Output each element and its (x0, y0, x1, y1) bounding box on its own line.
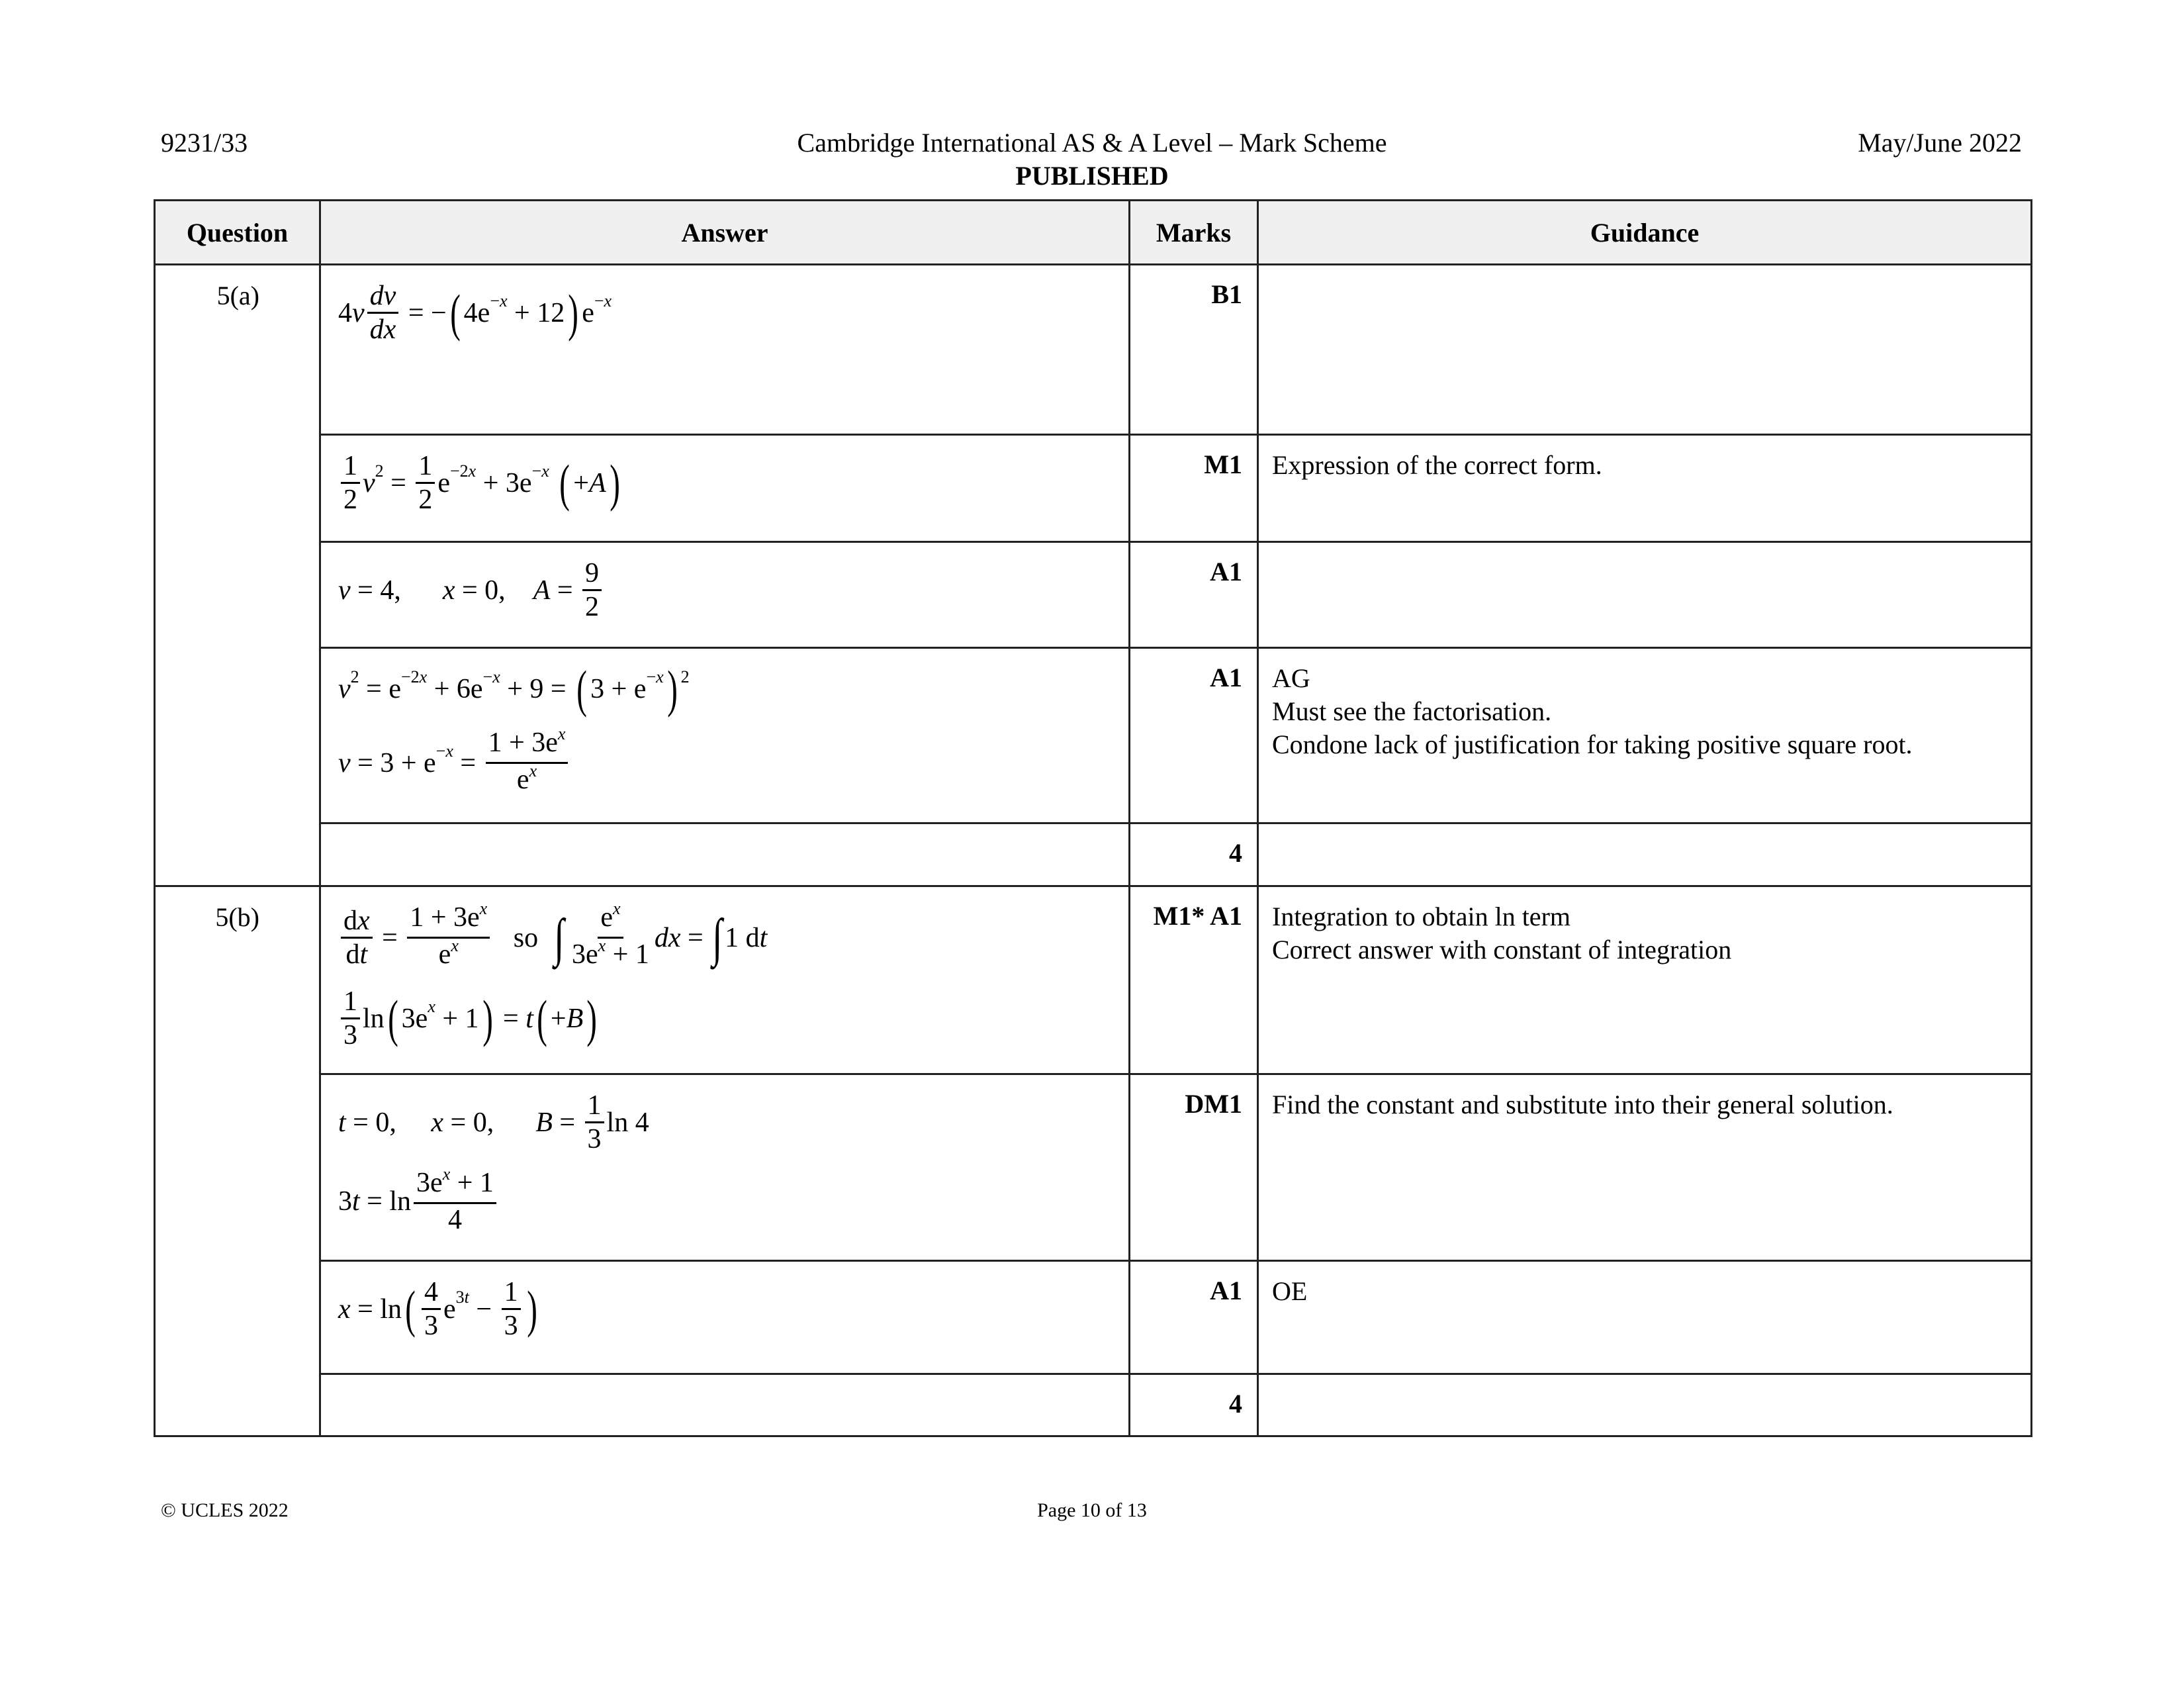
table-row (155, 542, 2032, 648)
fraction-denominator (343, 939, 370, 970)
guidance-line: AG (1272, 663, 1310, 693)
math-line (338, 450, 1128, 516)
math-bracket: ) (526, 1280, 537, 1338)
math-text: −2 (400, 667, 420, 686)
marks-cell: 4 (1130, 823, 1258, 886)
table-row (155, 886, 2032, 1074)
math-variable: x (604, 291, 612, 310)
math-variable: B (566, 1003, 584, 1034)
math-fraction (341, 905, 373, 970)
fraction-denominator (585, 1123, 604, 1155)
math-fraction (582, 557, 602, 623)
math-fraction (341, 986, 360, 1051)
fraction-numerator (367, 280, 399, 314)
math-text: = 0, (345, 1107, 432, 1138)
math-text: 1 (343, 986, 357, 1017)
math-fraction (585, 1090, 604, 1155)
math-superscript (490, 291, 507, 311)
fraction-denominator (502, 1310, 521, 1342)
math-text: 3 (455, 1287, 465, 1307)
math-text: e (600, 902, 613, 933)
math-fraction (367, 280, 399, 346)
math-text: + 6e (427, 674, 483, 704)
math-variable: x (357, 906, 370, 936)
fraction-numerator (502, 1276, 521, 1310)
math-text: 3 (504, 1311, 518, 1341)
math-fraction (416, 450, 435, 516)
math-line (338, 899, 1128, 974)
math-text: = ln (350, 1293, 402, 1325)
guidance-cell (1258, 435, 2032, 542)
math-bracket: ( (537, 989, 547, 1047)
math-text: = e (359, 674, 401, 704)
math-superscript (646, 667, 663, 687)
math-bracket: ( (387, 989, 398, 1047)
math-variable: x (442, 575, 455, 606)
fraction-denominator (514, 761, 539, 799)
math-text: + 1 (435, 1003, 479, 1034)
math-line (338, 660, 1128, 718)
math-text: = (552, 1107, 582, 1138)
math-text: + 9 = (500, 674, 574, 704)
math-variable: t (525, 1003, 533, 1034)
math-superscript (451, 930, 459, 962)
math-text: = (496, 1003, 526, 1034)
math-superscript (436, 741, 453, 761)
math-text: 3e (416, 1168, 443, 1198)
fraction-denominator (445, 1204, 465, 1236)
marks-cell: A1 (1130, 542, 1258, 648)
math-text (549, 467, 557, 499)
math-variable: x (428, 996, 435, 1016)
math-variable: x (541, 461, 549, 481)
math-variable: x (598, 936, 606, 955)
question-cell: 5(b) (155, 886, 320, 1074)
table-row (155, 648, 2032, 823)
integral-sign: ∫ (712, 908, 723, 967)
math-bracket: ) (568, 283, 579, 342)
math-text: + 1 (606, 939, 649, 970)
math-text: + 12 (507, 297, 565, 328)
marks-cell: B1 (1130, 265, 1258, 435)
guidance-line: Must see the factorisation. (1272, 696, 1552, 726)
fraction-denominator (422, 1310, 441, 1342)
math-superscript (450, 461, 476, 481)
table-row (155, 435, 2032, 542)
math-text: 3 (338, 1186, 352, 1217)
math-text: 4 (424, 1277, 438, 1307)
exam-session: May/June 2022 (1858, 128, 2022, 158)
guidance-cell (1258, 823, 2032, 886)
marks-cell: M1 (1130, 435, 1258, 542)
math-variable: x (557, 724, 566, 743)
math-text: 2 (350, 667, 359, 686)
answer-cell (320, 1074, 1130, 1261)
guidance-cell (1258, 1074, 2032, 1261)
math-text: e (443, 1293, 456, 1325)
math-superscript (532, 461, 549, 481)
fraction-denominator (367, 314, 399, 346)
math-variable: dv (369, 281, 396, 311)
math-text: 1 d (725, 922, 760, 953)
math-variable: t (338, 1107, 346, 1138)
fraction-denominator (341, 1019, 360, 1051)
math-fraction (407, 899, 490, 974)
math-variable: dx (369, 314, 396, 345)
math-variable: v (363, 467, 375, 498)
math-variable: x (500, 291, 508, 310)
math-text: − (531, 461, 542, 481)
math-fraction (341, 450, 360, 516)
math-superscript (529, 755, 537, 787)
math-text: 1 + 3e (488, 727, 558, 758)
marks-cell: A1 (1130, 648, 1258, 823)
math-text: = (383, 467, 414, 498)
integral-sign: ∫ (554, 908, 565, 967)
math-text: − (490, 291, 500, 310)
math-text: 1 (587, 1090, 602, 1121)
math-variable: A (588, 467, 606, 498)
math-variable: x (656, 667, 664, 686)
fraction-denominator (436, 936, 461, 974)
math-line (338, 986, 1128, 1051)
math-text: 2 (680, 667, 690, 686)
fraction-numerator (407, 899, 490, 939)
math-variable: x (431, 1107, 444, 1138)
math-text: = (550, 575, 580, 606)
math-text: ln 4 (606, 1107, 649, 1138)
math-text: = − (401, 297, 447, 328)
math-text: − (469, 1293, 499, 1325)
math-text: 2 (343, 485, 357, 515)
guidance-line: Correct answer with constant of integration (1272, 935, 1732, 964)
paper-code: 9231/33 (161, 128, 248, 158)
math-variable: B (535, 1107, 553, 1138)
math-fraction (414, 1164, 496, 1236)
math-text: − (435, 741, 446, 761)
fraction-numerator (486, 724, 569, 764)
guidance-cell (1258, 542, 2032, 648)
math-text: − (482, 667, 493, 686)
guidance-cell (1258, 886, 2032, 1074)
fraction-numerator (341, 986, 360, 1019)
question-cell (155, 542, 320, 648)
published-label: PUBLISHED (1015, 161, 1169, 191)
math-text: = ln (359, 1186, 412, 1217)
math-bracket: ) (666, 660, 678, 718)
math-text: 3 + e (590, 674, 647, 704)
math-superscript (456, 1288, 469, 1307)
question-cell (155, 1374, 320, 1436)
math-superscript (480, 893, 488, 925)
math-text: e (516, 765, 529, 795)
math-text: + 3e (476, 467, 532, 498)
math-superscript (681, 667, 690, 687)
math-superscript (613, 893, 621, 925)
math-text: − (646, 667, 657, 686)
math-text: 4e (463, 297, 490, 328)
math-superscript (443, 1158, 451, 1190)
column-header-answer: Answer (320, 201, 1130, 265)
math-line (338, 280, 1128, 346)
page-number: Page 10 of 13 (1037, 1499, 1147, 1521)
math-superscript (598, 930, 606, 962)
math-text: 1 (504, 1277, 518, 1307)
question-cell (155, 435, 320, 542)
math-variable: x (451, 936, 459, 955)
answer-cell (320, 435, 1130, 542)
math-variable: t (759, 922, 768, 953)
question-cell (155, 648, 320, 823)
math-line (338, 1276, 1128, 1342)
math-superscript (428, 997, 435, 1017)
marks-cell: 4 (1130, 1374, 1258, 1436)
answer-cell (320, 265, 1130, 435)
fraction-numerator (341, 905, 373, 939)
math-text: 4 (447, 1205, 462, 1235)
fraction-numerator (414, 1164, 496, 1204)
math-variable: x (529, 761, 537, 780)
math-superscript (483, 667, 500, 687)
math-line (338, 557, 1128, 623)
math-variable: x (613, 899, 621, 918)
math-text: + (573, 467, 589, 498)
math-text: e (437, 467, 450, 498)
answer-cell (320, 823, 1130, 886)
math-text: + (550, 1003, 567, 1034)
table-row (155, 823, 2032, 886)
guidance-cell (1258, 265, 2032, 435)
marks-cell: DM1 (1130, 1074, 1258, 1261)
math-text: = 3 + e (350, 747, 436, 778)
math-variable: x (419, 667, 428, 686)
math-variable: v (338, 575, 351, 606)
math-fraction (486, 724, 569, 799)
question-cell (155, 1074, 320, 1261)
math-variable: x (442, 1164, 451, 1184)
fraction-numerator (585, 1090, 604, 1123)
fraction-denominator (416, 484, 435, 516)
guidance-line: Find the constant and substitute into their general solution. (1272, 1090, 1893, 1119)
math-variable: x (468, 461, 477, 481)
answer-cell (320, 542, 1130, 648)
math-fraction (422, 1276, 441, 1342)
math-variable: t (352, 1186, 360, 1217)
math-variable: v (338, 747, 351, 778)
math-text: 3 (424, 1311, 438, 1341)
math-text: 4 (338, 297, 352, 328)
math-bracket: ) (586, 989, 598, 1047)
math-variable: t (464, 1287, 469, 1307)
fraction-numerator (416, 450, 435, 484)
math-text: = 0, (455, 575, 533, 606)
math-text: = (453, 747, 483, 778)
table-row (155, 265, 2032, 435)
math-text: 2 (585, 592, 600, 622)
math-text: + 1 (450, 1168, 494, 1198)
math-superscript (401, 667, 427, 687)
math-variable: v (338, 674, 351, 704)
math-variable: x (445, 741, 453, 761)
column-header-question: Question (155, 201, 320, 265)
math-line (338, 1090, 1128, 1155)
math-text: 3 (587, 1124, 602, 1154)
answer-cell (320, 886, 1130, 1074)
math-text: d (343, 906, 357, 936)
math-text: −2 (450, 461, 469, 481)
math-text: = (680, 922, 711, 953)
math-superscript (375, 461, 384, 481)
math-text: 1 (418, 451, 433, 481)
math-line (338, 724, 1128, 799)
math-text: = 0, (443, 1107, 536, 1138)
math-fraction (502, 1276, 521, 1342)
guidance-line: Integration to obtain ln term (1272, 902, 1570, 931)
math-variable: x (479, 899, 488, 918)
guidance-cell (1258, 1374, 2032, 1436)
math-text: = (375, 922, 405, 953)
math-variable: x (492, 667, 500, 686)
guidance-line: Expression of the correct form. (1272, 450, 1602, 480)
math-text: 2 (375, 461, 384, 481)
math-variable: dx (654, 922, 681, 953)
table-row (155, 1374, 2032, 1436)
math-variable: v (352, 297, 365, 328)
copyright: © UCLES 2022 (161, 1499, 289, 1521)
math-text: 2 (418, 485, 433, 515)
fraction-denominator (341, 484, 360, 516)
math-line (338, 1164, 1128, 1236)
math-bracket: ) (609, 453, 620, 512)
question-cell (155, 1261, 320, 1374)
math-text: 1 (343, 451, 357, 481)
fraction-numerator (422, 1276, 441, 1310)
question-cell: 5(a) (155, 265, 320, 435)
table-header-row (155, 201, 2032, 265)
math-fraction (569, 899, 652, 974)
math-text: ln (363, 1003, 385, 1034)
math-text: 9 (585, 558, 600, 588)
fraction-numerator (582, 557, 602, 591)
guidance-line: OE (1272, 1276, 1308, 1306)
math-text: so (492, 922, 553, 953)
mark-scheme-table (154, 199, 2032, 1437)
document-title: Cambridge International AS & A Level – Mark Scheme (797, 128, 1387, 158)
fraction-denominator (582, 591, 602, 623)
guidance-cell (1258, 648, 2032, 823)
math-variable: A (533, 575, 551, 606)
math-variable: x (338, 1293, 351, 1325)
math-text: − (594, 291, 604, 310)
answer-cell (320, 1374, 1130, 1436)
math-text: e (582, 297, 594, 328)
math-text: e (438, 939, 451, 970)
answer-cell (320, 648, 1130, 823)
math-bracket: ( (576, 660, 587, 718)
math-text: 3e (401, 1003, 428, 1034)
math-superscript (558, 718, 566, 750)
column-header-marks: Marks (1130, 201, 1258, 265)
fraction-denominator (569, 936, 652, 974)
math-variable: t (359, 939, 368, 970)
table-row (155, 1261, 2032, 1374)
math-superscript (351, 667, 359, 687)
question-cell (155, 823, 320, 886)
fraction-numerator (341, 450, 360, 484)
math-bracket: ) (482, 989, 493, 1047)
column-header-guidance: Guidance (1258, 201, 2032, 265)
math-superscript (594, 291, 612, 311)
marks-cell: M1* A1 (1130, 886, 1258, 1074)
guidance-line: Condone lack of justification for taking positive square root. (1272, 729, 1913, 759)
guidance-cell (1258, 1261, 2032, 1374)
math-text: = 4, (350, 575, 443, 606)
marks-cell: A1 (1130, 1261, 1258, 1374)
math-text: 3 (343, 1020, 357, 1051)
table-row (155, 1074, 2032, 1261)
math-bracket: ( (449, 283, 461, 342)
math-text: 1 + 3e (410, 902, 480, 933)
math-bracket: ( (405, 1280, 416, 1338)
math-text: 3e (572, 939, 598, 970)
answer-cell (320, 1261, 1130, 1374)
math-text: d (345, 939, 360, 970)
math-bracket: ( (559, 453, 570, 512)
